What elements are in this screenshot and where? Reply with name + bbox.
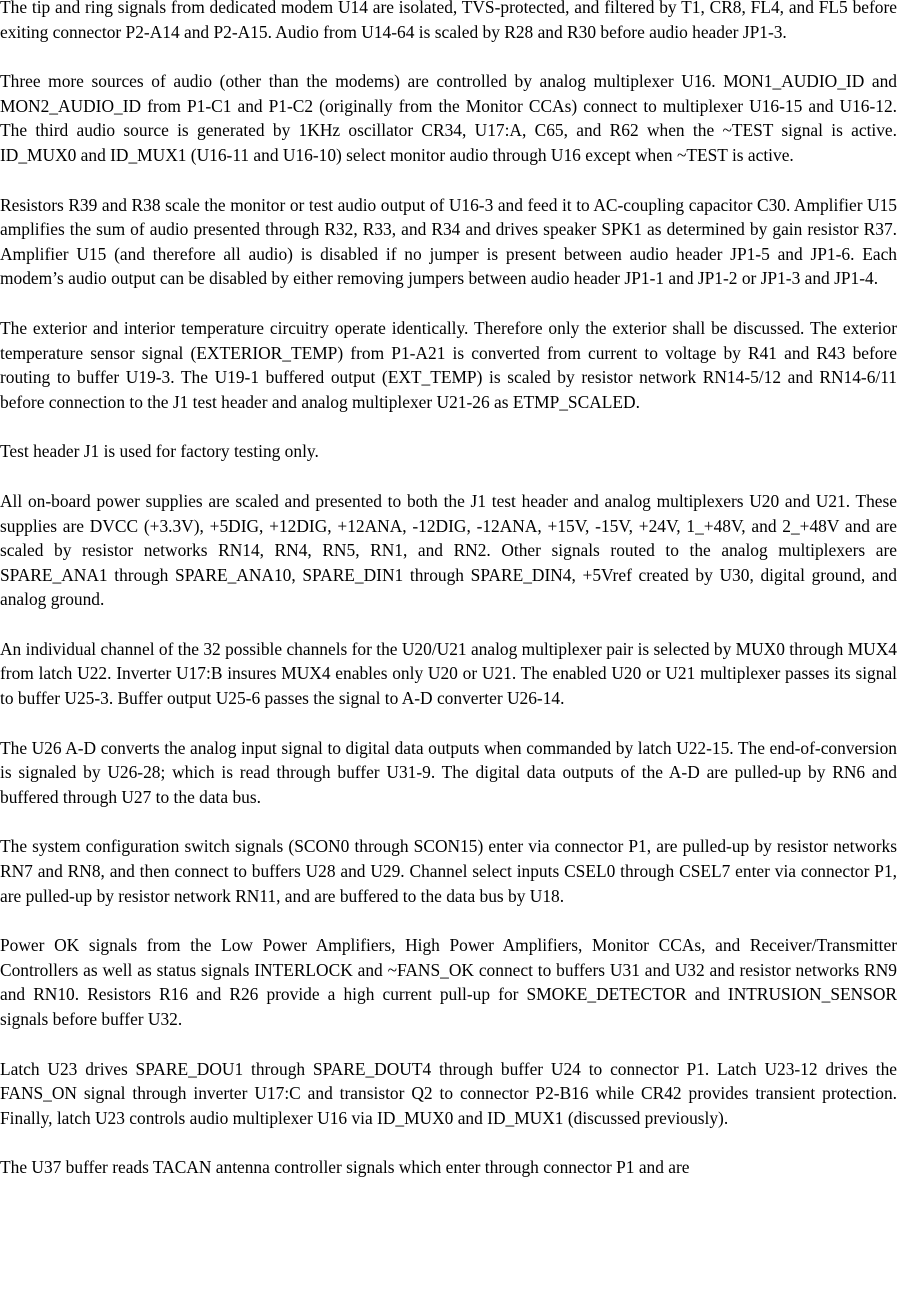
paragraph-power-supplies: All on-board power supplies are scaled and presented to both the J1 test header and analog multiplexers U20 and U21. These supplies are DVCC (+3.3V), +5DIG, +12DIG, +12ANA, -12DIG, -12ANA, +15V, -15V, +24V, 1_+48V, and 2_+48V and are scaled by resistor networks RN14, RN4, RN5, RN1, and RN2. Other signals routed to the analog multiplexers are SPARE_ANA1 through SPARE_ANA10, SPARE_DIN1 through SPARE_DIN4, +5Vref created by U30, digital ground, and analog ground.	[0, 490, 897, 610]
paragraph-power-ok-signals: Power OK signals from the Low Power Amplifiers, High Power Amplifiers, Monitor CCAs, and Receiver/Transmitter Controllers as well as status signals INTERLOCK and ~FANS_OK connect to buffers U31 and U32 and resistor networks RN9 and RN10. Resistors R16 and R26 provide a high current pull-up for SMOKE_DETECTOR and INTRUSION_SENSOR signals before buffer U32.	[0, 935, 897, 1029]
paragraph-modem-tip-ring: The tip and ring signals from dedicated modem U14 are isolated, TVS-protected, and filtered by T1, CR8, FL4, and FL5 before exiting connector P2-A14 and P2-A15. Audio from U14-64 is scaled by R28 and R30 before audio header JP1-3.	[0, 0, 897, 42]
paragraph-system-configuration: The system configuration switch signals (SCON0 through SCON15) enter via connector P1, are pulled-up by resistor networks RN7 and RN8, and then connect to buffers U28 and U29. Channel select inputs CSEL0 through CSEL7 enter via connector P1, are pulled-up by resistor network RN11, and are buffered to the data bus by U18.	[0, 836, 897, 906]
paragraph-temperature-circuitry: The exterior and interior temperature circuitry operate identically. Therefore only the exterior shall be discussed. The exterior temperature sensor signal (EXTERIOR_TEMP) from P1-A21 is converted from current to voltage by R41 and R43 before routing to buffer U19-3. The U19-1 buffered output (EXT_TEMP) is scaled by resistor network RN14-5/12 and RN14-6/11 before connection to the J1 test header and analog multiplexer U21-26 as ETMP_SCALED.	[0, 317, 897, 412]
paragraph-audio-amplifier: Resistors R39 and R38 scale the monitor or test audio output of U16-3 and feed it to AC-coupling capacitor C30. Amplifier U15 amplifies the sum of audio presented through R32, R33, and R34 and drives speaker SPK1 as determined by gain resistor R37. Amplifier U15 (and therefore all audio) is disabled if no jumper is present between audio header JP1-5 and JP1-6. Each modem’s audio output can be disabled by either removing jumpers between audio header JP1-1 and JP1-2 or JP1-3 and JP1-4.	[0, 194, 897, 289]
paragraph-audio-multiplexer: Three more sources of audio (other than the modems) are controlled by analog multiplexer U16. MON1_AUDIO_ID and MON2_AUDIO_ID from P1-C1 and P1-C2 (originally from the Monitor CCAs) connect to multiplexer U16-15 and U16-12. The third audio source is generated by 1KHz oscillator CR34, U17:A, C65, and R62 when the ~TEST signal is active. ID_MUX0 and ID_MUX1 (U16-11 and U16-10) select monitor audio through U16 except when ~TEST is active.	[0, 71, 897, 165]
paragraph-tacan-buffer: The U37 buffer reads TACAN antenna controller signals which enter through connector P1 and are	[0, 1157, 690, 1178]
paragraph-test-header: Test header J1 is used for factory testing only.	[0, 441, 319, 462]
paragraph-latch-u23: Latch U23 drives SPARE_DOU1 through SPARE_DOUT4 through buffer U24 to connector P1. Latch U23-12 drives the FANS_ON signal through inverter U17:C and transistor Q2 to connector P2-B16 while CR42 provides transient protection. Finally, latch U23 controls audio multiplexer U16 via ID_MUX0 and ID_MUX1 (discussed previously).	[0, 1058, 897, 1128]
paragraph-ad-converter: The U26 A-D converts the analog input signal to digital data outputs when commanded by latch U22-15. The end-of-conversion is signaled by U26-28; which is read through buffer U31-9. The digital data outputs of the A-D are pulled-up by RN6 and buffered through U27 to the data bus.	[0, 737, 897, 807]
paragraph-multiplexer-channel: An individual channel of the 32 possible channels for the U20/U21 analog multiplexer pair is selected by MUX0 through MUX4 from latch U22. Inverter U17:B insures MUX4 enables only U20 or U21. The enabled U20 or U21 multiplexer passes its signal to buffer U25-3. Buffer output U25-6 passes the signal to A-D converter U26-14.	[0, 638, 897, 709]
